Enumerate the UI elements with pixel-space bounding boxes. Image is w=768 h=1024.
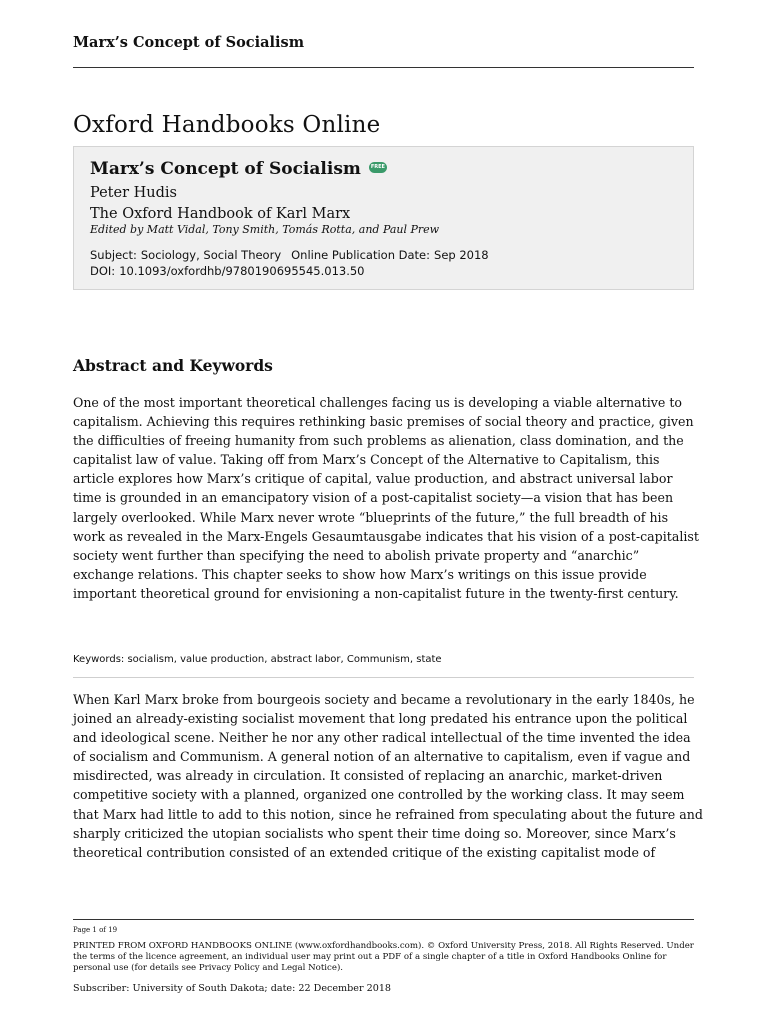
editors-line: Edited by Matt Vidal, Tony Smith, Tomás Rotta, and Paul Prew xyxy=(90,223,440,236)
keywords-line: Keywords: socialism, value production, abstract labor, Communism, state xyxy=(73,654,442,665)
author-name[interactable]: Peter Hudis xyxy=(90,185,177,201)
footer-divider xyxy=(73,919,694,920)
subscriber-line: Subscriber: University of South Dakota; date: 22 December 2018 xyxy=(73,983,392,994)
abstract-text: One of the most important theoretical challenges facing us is developing a viable alternative to capitalism. Achieving this requires rethinking basic premises of social theory and practice, given the difficulties of freeing humanity from such problems as alienation, class domination, and the capitalist law of value. Taking off from Marx’s Concept of the Alternative to Capitalism, this article explores how Marx’s critique of capital, value production, and abstract universal labor time is grounded in an emancipatory vision of a post-capitalist society—a vision that has been largely overlooked. While Marx never wrote “blueprints of the future,” the full breadth of his work as revealed in the Marx-Engels Gesaumtausgabe indicates that his vision of a post-capitalist society went further than specifying the need to abolish private property and “anarchic” exchange relations. This chapter seeks to show how Marx’s writings on this issue provide important theoretical ground for envisioning a non-capitalist future in the twenty-first century. xyxy=(73,395,699,601)
chapter-title-text: Marx’s Concept of Socialism xyxy=(90,159,361,179)
free-badge-icon: FREE xyxy=(369,162,387,173)
book-title[interactable]: The Oxford Handbook of Karl Marx xyxy=(90,206,351,222)
abstract-divider xyxy=(73,677,694,678)
running-title: Marx’s Concept of Socialism xyxy=(73,34,305,51)
doi-label: DOI: xyxy=(90,264,116,278)
pubdate-value: Sep 2018 xyxy=(434,248,489,262)
body-paragraph: When Karl Marx broke from bourgeois society and became a revolutionary in the early 1840s, he joined an already-existing socialist movement that long predated his entrance upon the political and ideological scene. Neither he nor any other radical intellectual of the time invented the idea of socialism and Communism. A general notion of an alternative to capitalism, even if vague and misdirected, was already in circulation. It consisted of replacing an anarchic, market-driven competitive society with a planned, organized one controlled by the working class. It may seem that Marx had little to add to this notion, since he refrained from speculating about the future and sharply criticized the utopian socialists who spent their time doing so. Moreover, since Marx’s theoretical contribution consisted of an extended critique of the existing capitalist mode of xyxy=(73,692,703,860)
header-divider xyxy=(73,67,694,68)
chapter-title xyxy=(90,159,387,179)
abstract-heading: Abstract and Keywords xyxy=(73,356,273,375)
print-notice: PRINTED FROM OXFORD HANDBOOKS ONLINE (www.oxfordhandbooks.com). © Oxford University Press, 2018. All Rights Reserved. Under the terms of the licence agreement, an individual user may print out a PDF of a single chapter of a title in Oxford Handbooks Online for personal use (for details see Privacy Policy and Legal Notice). xyxy=(73,941,694,973)
subject-value[interactable]: Sociology, Social Theory xyxy=(140,248,282,262)
pubdate-label: Online Publication Date: xyxy=(291,248,431,262)
page-number: Page 1 of 19 xyxy=(73,926,118,934)
doi-line xyxy=(90,264,365,278)
chapter-metadata-box xyxy=(73,146,694,290)
subject-line xyxy=(90,248,489,262)
brand-title: Oxford Handbooks Online xyxy=(73,112,381,138)
subject-label: Subject: xyxy=(90,248,137,262)
doi-value[interactable]: 10.1093/oxfordhb/9780190695545.013.50 xyxy=(119,264,365,278)
